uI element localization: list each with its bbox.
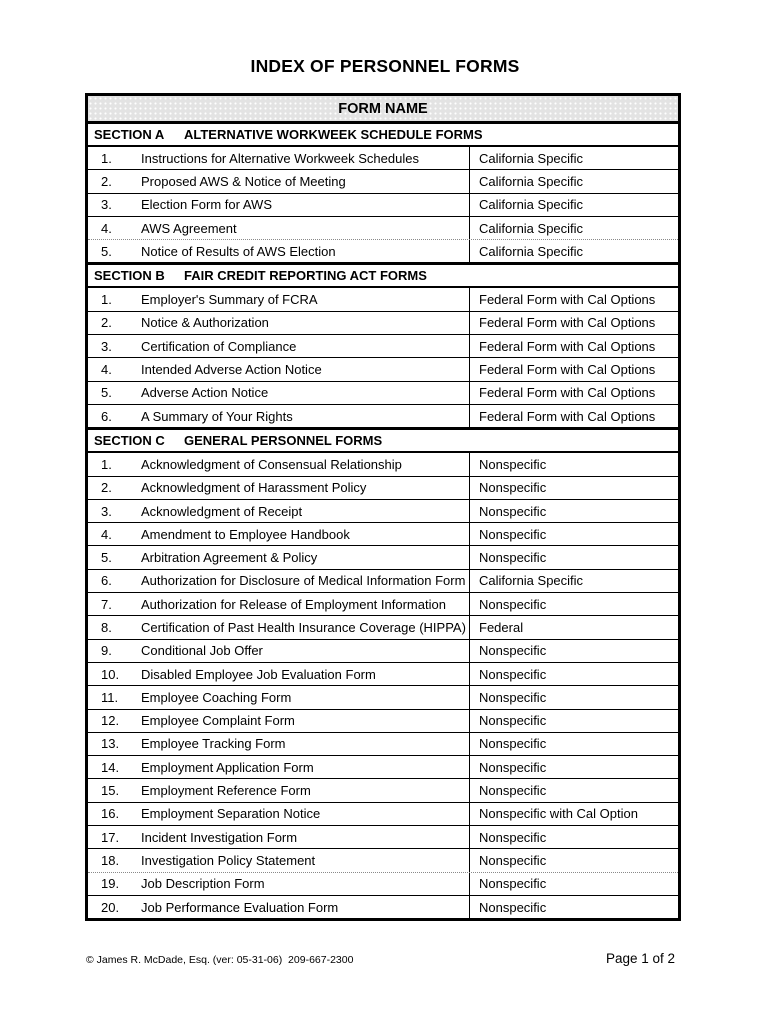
- form-jurisdiction: Federal Form with Cal Options: [469, 358, 678, 380]
- form-name: Certification of Compliance: [141, 338, 297, 354]
- row-number: 19.: [101, 876, 120, 892]
- form-name: Acknowledgment of Receipt: [141, 503, 303, 519]
- section-section-a: [88, 124, 678, 262]
- table-row: [88, 616, 678, 639]
- row-number: 1.: [101, 292, 112, 308]
- table-row: [88, 896, 678, 918]
- section-section-b: [88, 262, 678, 427]
- form-name: Proposed AWS & Notice of Meeting: [141, 173, 346, 189]
- form-name: Adverse Action Notice: [141, 385, 269, 401]
- footer-copyright: © James R. McDade, Esq. (ver: 05-31-06) 209-667-2300: [86, 954, 354, 966]
- form-name: Intended Adverse Action Notice: [141, 362, 322, 378]
- row-number: 20.: [101, 899, 120, 915]
- table-row: [88, 873, 678, 896]
- row-number: 6.: [101, 408, 112, 424]
- row-number: 15.: [101, 783, 120, 799]
- form-name: Employee Coaching Form: [141, 689, 292, 705]
- form-jurisdiction: Nonspecific: [469, 593, 678, 615]
- section-title: FAIR CREDIT REPORTING ACT FORMS: [184, 268, 427, 284]
- table-row: [88, 733, 678, 756]
- row-number: 8.: [101, 619, 112, 635]
- form-name: Employment Reference Form: [141, 783, 311, 799]
- form-name: AWS Agreement: [141, 220, 237, 236]
- table-row: [88, 217, 678, 240]
- footer-page-number: Page 1 of 2: [605, 951, 675, 966]
- form-jurisdiction: Nonspecific: [469, 500, 678, 522]
- form-name: Acknowledgment of Consensual Relationship: [141, 456, 402, 472]
- table-row: [88, 500, 678, 523]
- section-header: [88, 124, 678, 147]
- form-jurisdiction: Federal Form with Cal Options: [469, 405, 678, 427]
- form-jurisdiction: Nonspecific: [469, 849, 678, 871]
- form-name: Incident Investigation Form: [141, 829, 298, 845]
- form-name: A Summary of Your Rights: [141, 408, 293, 424]
- form-jurisdiction: Nonspecific: [469, 546, 678, 568]
- form-jurisdiction: Nonspecific: [469, 640, 678, 662]
- section-label: SECTION B: [94, 268, 165, 284]
- form-name: Notice of Results of AWS Election: [141, 243, 336, 259]
- table-row: [88, 546, 678, 569]
- form-name: Employer's Summary of FCRA: [141, 292, 318, 308]
- table-row: [88, 358, 678, 381]
- row-number: 6.: [101, 573, 112, 589]
- form-jurisdiction: Nonspecific: [469, 756, 678, 778]
- section-label: SECTION C: [94, 433, 165, 449]
- form-name: Investigation Policy Statement: [141, 852, 316, 868]
- table-row: [88, 640, 678, 663]
- section-label: SECTION A: [94, 127, 165, 142]
- row-number: 5.: [101, 385, 112, 401]
- form-name: Authorization for Release of Employment Information: [141, 596, 446, 612]
- form-jurisdiction: Federal Form with Cal Options: [469, 335, 678, 357]
- personnel-forms-table: [85, 93, 681, 921]
- row-number: 3.: [101, 503, 112, 519]
- form-jurisdiction: Nonspecific: [469, 686, 678, 708]
- row-number: 12.: [101, 713, 120, 729]
- table-row: [88, 240, 678, 262]
- table-row: [88, 288, 678, 311]
- form-name: Employee Complaint Form: [141, 713, 295, 729]
- row-number: 3.: [101, 338, 112, 354]
- form-jurisdiction: California Specific: [469, 194, 678, 216]
- row-number: 4.: [101, 220, 112, 236]
- section-header: [88, 427, 678, 453]
- section-section-c: [88, 427, 678, 918]
- row-number: 9.: [101, 643, 112, 659]
- row-number: 5.: [101, 243, 112, 259]
- form-jurisdiction: Nonspecific with Cal Option: [469, 803, 678, 825]
- table-row: [88, 170, 678, 193]
- form-jurisdiction: Nonspecific: [469, 523, 678, 545]
- form-jurisdiction: California Specific: [469, 570, 678, 592]
- form-name: Certification of Past Health Insurance Coverage (HIPPA): [141, 619, 466, 635]
- table-row: [88, 593, 678, 616]
- table-row: [88, 803, 678, 826]
- table-row: [88, 147, 678, 170]
- row-number: 5.: [101, 550, 112, 566]
- table-row: [88, 570, 678, 593]
- table-row: [88, 849, 678, 872]
- form-jurisdiction: Nonspecific: [469, 453, 678, 475]
- form-name: Election Form for AWS: [141, 197, 272, 213]
- page-footer: [86, 951, 675, 966]
- table-row: [88, 826, 678, 849]
- table-row: [88, 312, 678, 335]
- form-jurisdiction: Federal Form with Cal Options: [469, 288, 678, 310]
- row-number: 11.: [101, 689, 119, 705]
- form-jurisdiction: Federal: [469, 616, 678, 638]
- row-number: 2.: [101, 480, 112, 496]
- row-number: 1.: [101, 150, 112, 166]
- form-name: Employee Tracking Form: [141, 736, 286, 752]
- form-name: Employment Separation Notice: [141, 806, 321, 822]
- form-name: Conditional Job Offer: [141, 643, 263, 659]
- form-jurisdiction: Nonspecific: [469, 896, 678, 918]
- form-name: Instructions for Alternative Workweek Schedules: [141, 150, 419, 166]
- form-jurisdiction: California Specific: [469, 217, 678, 239]
- row-number: 4.: [101, 526, 112, 542]
- form-name: Job Description Form: [141, 876, 265, 892]
- row-number: 10.: [101, 666, 120, 682]
- table-header-form-name: [88, 96, 678, 124]
- form-jurisdiction: Nonspecific: [469, 826, 678, 848]
- page-title: INDEX OF PERSONNEL FORMS: [250, 56, 520, 76]
- form-jurisdiction: Nonspecific: [469, 779, 678, 801]
- table-header-label: FORM NAME: [338, 100, 428, 117]
- table-row: [88, 756, 678, 779]
- table-row: [88, 335, 678, 358]
- form-name: Employment Application Form: [141, 759, 314, 775]
- form-name: Disabled Employee Job Evaluation Form: [141, 666, 376, 682]
- row-number: 16.: [101, 806, 120, 822]
- form-jurisdiction: Federal Form with Cal Options: [469, 312, 678, 334]
- form-name: Arbitration Agreement & Policy: [141, 550, 318, 566]
- form-jurisdiction: Nonspecific: [469, 873, 678, 895]
- form-name: Notice & Authorization: [141, 315, 269, 331]
- table-row: [88, 194, 678, 217]
- table-row: [88, 663, 678, 686]
- table-row: [88, 477, 678, 500]
- section-title: ALTERNATIVE WORKWEEK SCHEDULE FORMS: [184, 127, 483, 142]
- row-number: 2.: [101, 173, 112, 189]
- form-jurisdiction: California Specific: [469, 240, 678, 262]
- form-jurisdiction: Nonspecific: [469, 663, 678, 685]
- table-row: [88, 382, 678, 405]
- table-row: [88, 686, 678, 709]
- form-jurisdiction: California Specific: [469, 170, 678, 192]
- form-name: Acknowledgment of Harassment Policy: [141, 480, 367, 496]
- row-number: 14.: [101, 759, 120, 775]
- table-row: [88, 779, 678, 802]
- form-name: Authorization for Disclosure of Medical Information Form: [141, 573, 466, 589]
- form-jurisdiction: California Specific: [469, 147, 678, 169]
- form-name: Job Performance Evaluation Form: [141, 899, 339, 915]
- row-number: 17.: [101, 829, 120, 845]
- section-header: [88, 262, 678, 288]
- table-row: [88, 453, 678, 476]
- form-name: Amendment to Employee Handbook: [141, 526, 350, 542]
- table-body: [88, 124, 678, 918]
- row-number: 18.: [101, 852, 120, 868]
- section-title: GENERAL PERSONNEL FORMS: [184, 433, 383, 449]
- row-number: 4.: [101, 362, 112, 378]
- row-number: 13.: [101, 736, 120, 752]
- row-number: 7.: [101, 596, 112, 612]
- form-jurisdiction: Nonspecific: [469, 477, 678, 499]
- form-jurisdiction: Nonspecific: [469, 733, 678, 755]
- table-row: [88, 710, 678, 733]
- row-number: 1.: [101, 456, 112, 472]
- table-row: [88, 405, 678, 427]
- row-number: 3.: [101, 197, 112, 213]
- row-number: 2.: [101, 315, 112, 331]
- form-jurisdiction: Federal Form with Cal Options: [469, 382, 678, 404]
- table-row: [88, 523, 678, 546]
- form-jurisdiction: Nonspecific: [469, 710, 678, 732]
